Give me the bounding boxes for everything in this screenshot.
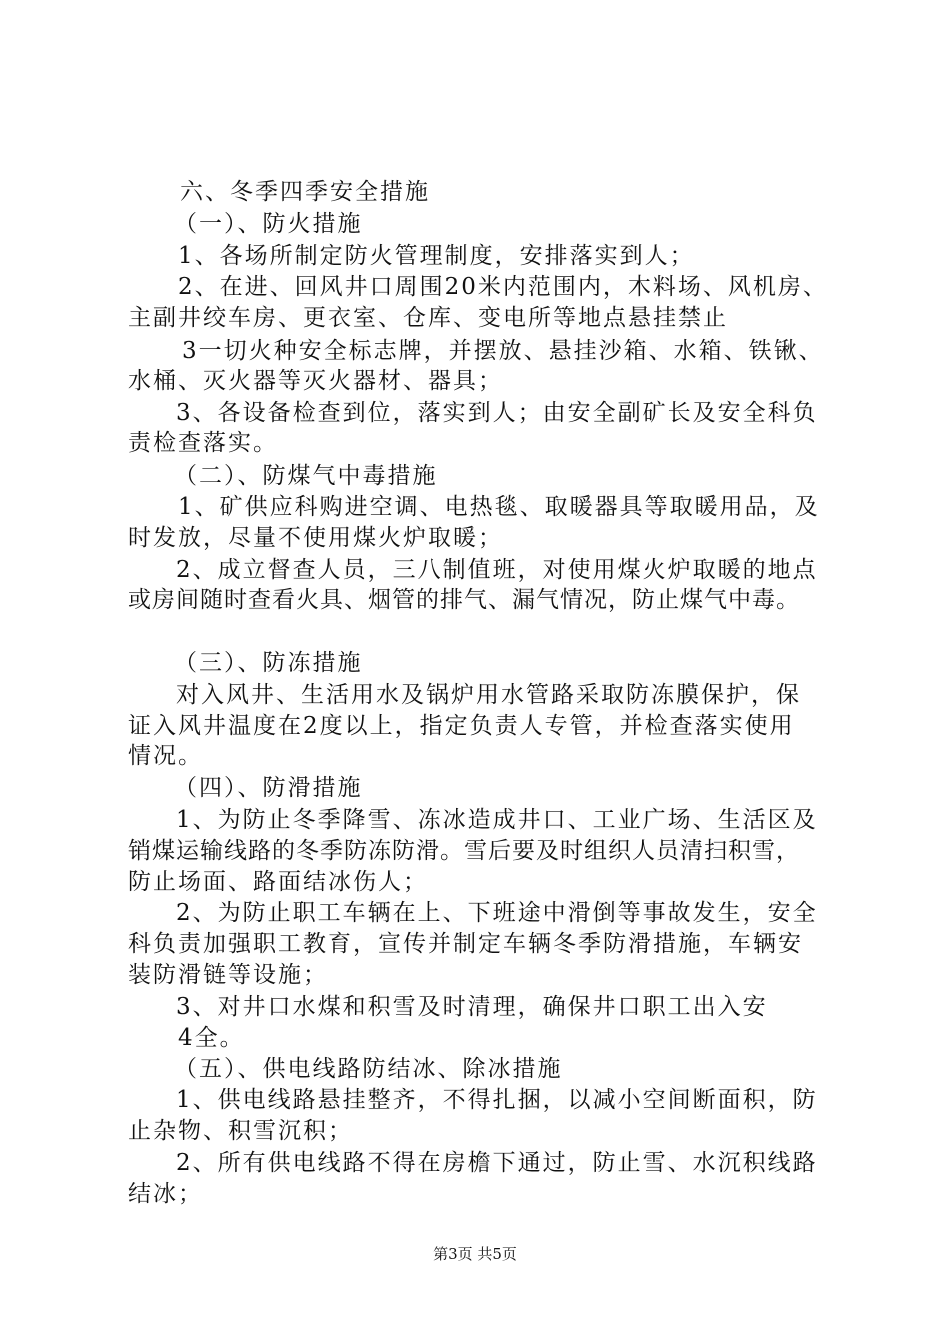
body-line: 科负责加强职工教育，宣传并制定车辆冬季防滑措施，车辆安 xyxy=(128,931,803,957)
body-line: 水桶、灭火器等灭火器材、器具； xyxy=(128,368,503,394)
body-line: 1、为防止冬季降雪、冻冰造成井口、工业广场、生活区及 xyxy=(176,807,818,833)
subsection-heading: （五）、供电线路防结冰、除冰措施 xyxy=(174,1056,563,1082)
body-line: 3、各设备检查到位，落实到人；由安全副矿长及安全科负 xyxy=(176,400,818,426)
body-line: 装防滑链等设施； xyxy=(128,962,328,988)
subsection-heading: （一）、防火措施 xyxy=(174,211,363,237)
body-line: 责检查落实。 xyxy=(128,430,278,456)
body-line: 情况。 xyxy=(128,743,203,769)
body-line: 止杂物、积雪沉积； xyxy=(128,1118,353,1144)
section-heading: 六、冬季四季安全措施 xyxy=(180,179,430,205)
subsection-heading: （四）、防滑措施 xyxy=(174,775,363,801)
body-line: 1、各场所制定防火管理制度，安排落实到人； xyxy=(178,243,695,269)
body-line: 2、所有供电线路不得在房檐下通过，防止雪、水沉积线路 xyxy=(176,1150,818,1176)
body-line: 1、供电线路悬挂整齐，不得扎捆，以减小空间断面积，防 xyxy=(176,1087,818,1113)
body-line: 结冰； xyxy=(128,1181,203,1207)
page-number-footer: 第3页 共5页 xyxy=(433,1245,517,1263)
body-line: 2、在进、回风井口周围20米内范围内，木料场、风机房、 xyxy=(178,274,828,300)
body-line: 3、对井口水煤和积雪及时清理，确保井口职工出入安 xyxy=(176,994,768,1020)
body-line: 主副井绞车房、更衣室、仓库、变电所等地点悬挂禁止 xyxy=(128,305,728,331)
body-line: 4全。 xyxy=(178,1025,245,1051)
body-line: 3一切火种安全标志牌，并摆放、悬挂沙箱、水箱、铁锹、 xyxy=(182,338,824,364)
body-line: 1、矿供应科购进空调、电热毯、取暖器具等取暖用品，及 xyxy=(178,494,820,520)
body-line: 或房间随时查看火具、烟管的排气、漏气情况，防止煤气中毒。 xyxy=(128,587,800,613)
body-line: 防止场面、路面结冰伤人； xyxy=(128,869,428,895)
body-line: 对入风井、生活用水及锅炉用水管路采取防冻膜保护，保 xyxy=(176,682,801,708)
body-line: 2、为防止职工车辆在上、下班途中滑倒等事故发生，安全 xyxy=(176,900,818,926)
subsection-heading: （二）、防煤气中毒措施 xyxy=(174,463,438,489)
subsection-heading: （三）、防冻措施 xyxy=(174,650,363,676)
body-line: 证入风井温度在2度以上，指定负责人专管，并检查落实使用 xyxy=(128,713,795,739)
body-line: 时发放，尽量不使用煤火炉取暖； xyxy=(128,525,503,551)
body-line: 销煤运输线路的冬季防冻防滑。雪后要及时组织人员清扫积雪， xyxy=(128,838,800,864)
body-line: 2、成立督查人员，三八制值班，对使用煤火炉取暖的地点 xyxy=(176,557,818,583)
